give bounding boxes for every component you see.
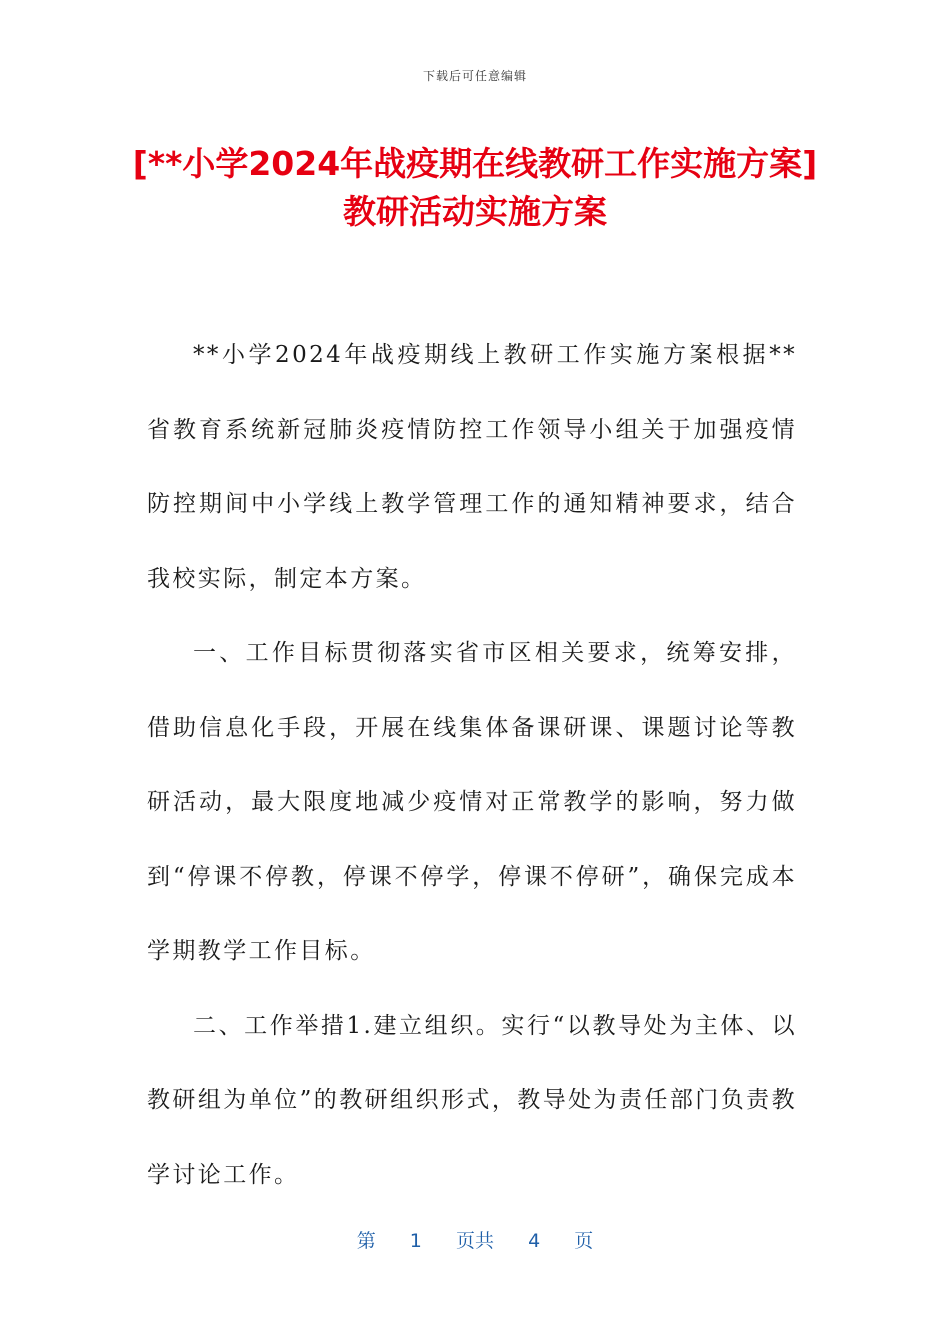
paragraph-goals: 一、工作目标贯彻落实省市区相关要求，统筹安排，借助信息化手段，开展在线集体备课研课、课题讨论等教研活动，最大限度地减少疫情对正常教学的影响，努力做到“停课不停教，停课不停学，停课不停研”，确保完成本学期教学工作目标。 xyxy=(147,640,797,964)
paragraph-measures: 二、工作举措1.建立组织。实行“以教导处为主体、以教研组为单位”的教研组织形式，教导处为责任部门负责教学讨论工作。 xyxy=(147,1012,797,1188)
document-body xyxy=(147,318,797,1212)
footer-suffix: 页 xyxy=(574,1230,594,1252)
current-page-number: 1 xyxy=(409,1230,422,1252)
total-pages-number: 4 xyxy=(528,1230,541,1252)
footer-prefix: 第 xyxy=(356,1230,376,1252)
document-title: [**小学2024年战疫期在线教研工作实施方案]教研活动实施方案 xyxy=(132,144,818,231)
header-note: 下载后可任意编辑 xyxy=(422,69,527,83)
page-number-footer xyxy=(0,1226,950,1253)
footer-mid: 页共 xyxy=(455,1230,494,1252)
paragraph-intro: **小学2024年战疫期线上教研工作实施方案根据**省教育系统新冠肺炎疫情防控工作领导小组关于加强疫情防控期间中小学线上教学管理工作的通知精神要求，结合我校实际，制定本方案。 xyxy=(147,342,797,592)
